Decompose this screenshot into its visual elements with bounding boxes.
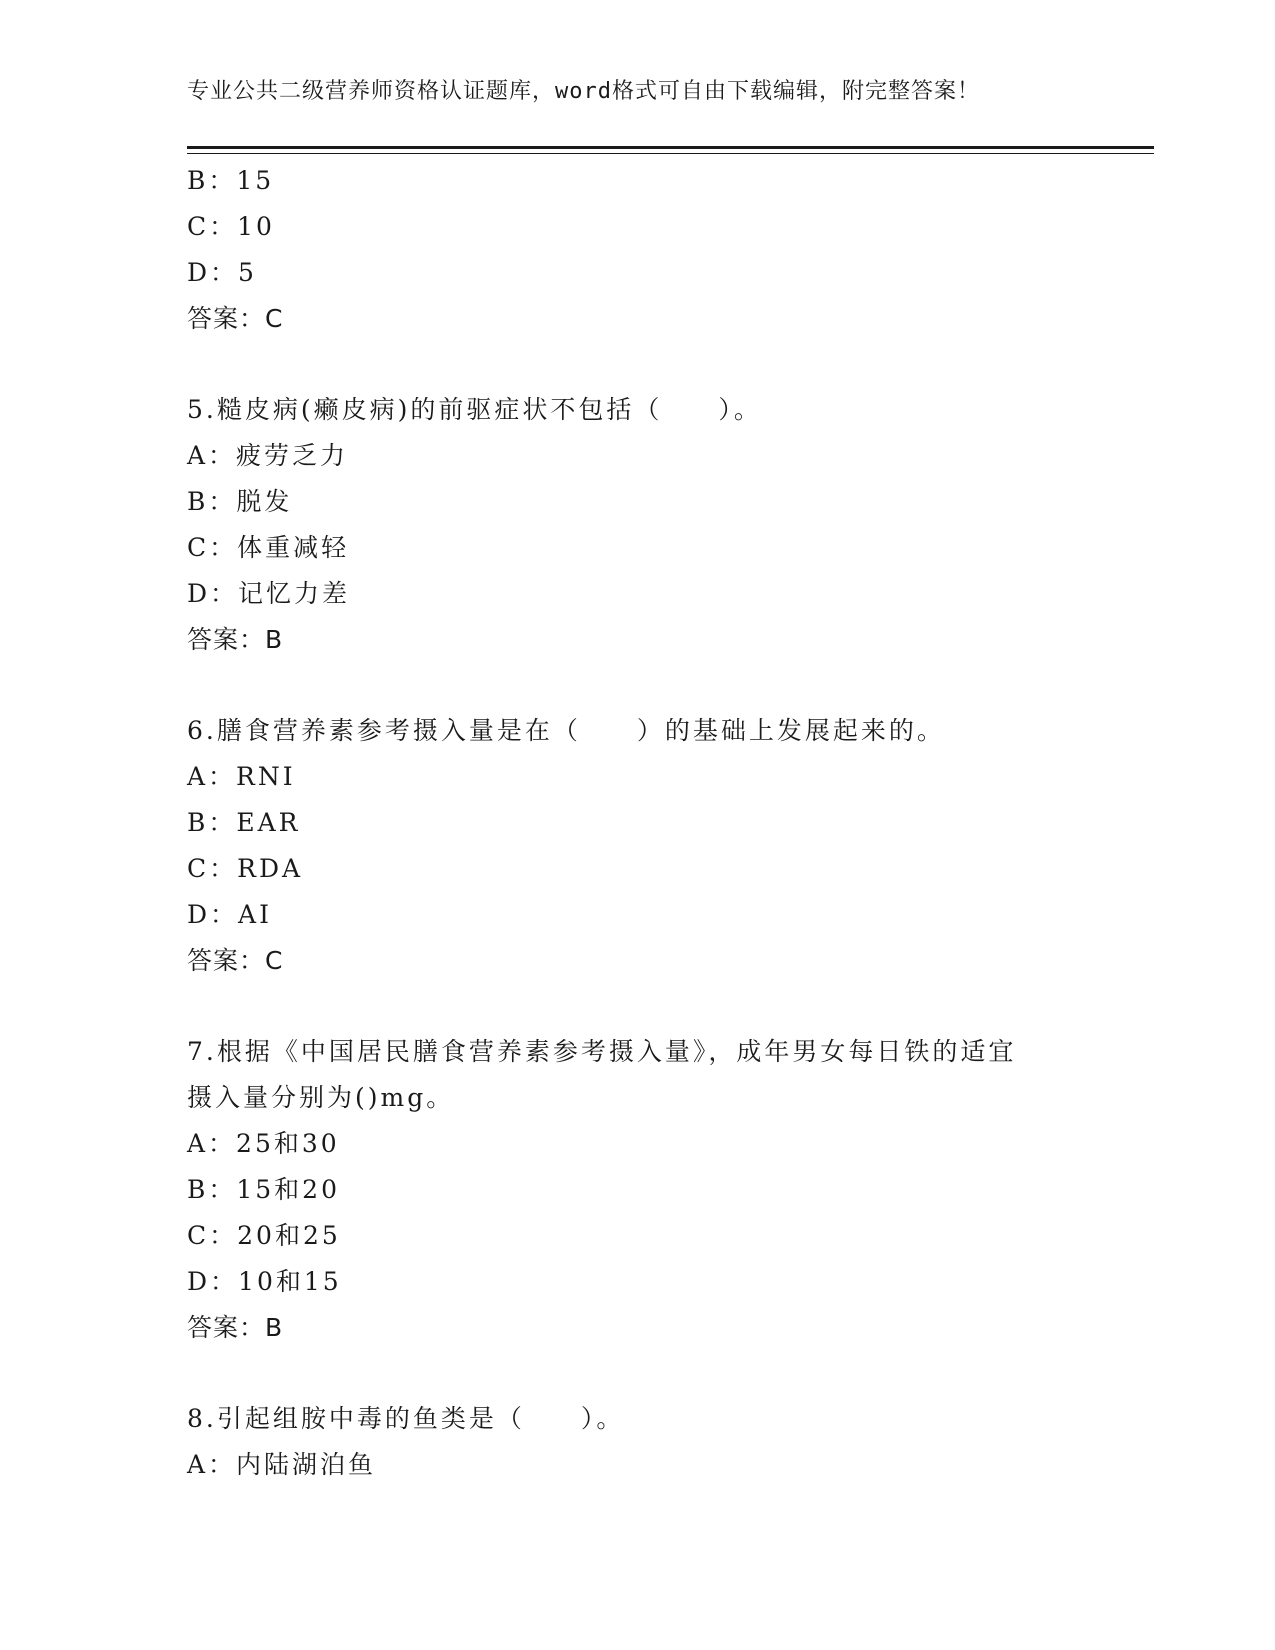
- option-line: A：疲劳乏力: [187, 441, 349, 470]
- answer-line: 答案：B: [187, 625, 284, 654]
- answer-line: 答案：C: [187, 304, 284, 333]
- option-line: C：20和25: [187, 1221, 341, 1250]
- option-line: A：RNI: [187, 762, 296, 791]
- option-line: B：15和20: [187, 1175, 340, 1204]
- question-stem-continued: 摄入量分别为()mg。: [187, 1083, 455, 1112]
- option-line: D：5: [187, 258, 257, 287]
- option-line: D：10和15: [187, 1267, 342, 1296]
- header-rule-thick: [187, 146, 1154, 149]
- question-stem: 8.引起组胺中毒的鱼类是（ ）。: [187, 1404, 625, 1433]
- page-header: 专业公共二级营养师资格认证题库，word格式可自由下载编辑，附完整答案！: [187, 79, 980, 104]
- header-rule-thin: [187, 153, 1154, 154]
- option-line: A：25和30: [187, 1129, 340, 1158]
- option-line: D：AI: [187, 900, 272, 929]
- option-line: A：内陆湖泊鱼: [187, 1450, 377, 1479]
- question-content: [187, 158, 1147, 1488]
- option-line: B：15: [187, 166, 275, 195]
- question-stem: 6.膳食营养素参考摄入量是在（ ）的基础上发展起来的。: [187, 716, 945, 745]
- option-line: C：10: [187, 212, 275, 241]
- option-line: C：体重减轻: [187, 533, 350, 562]
- option-line: D：记忆力差: [187, 579, 351, 608]
- question-stem: 7.根据《中国居民膳食营养素参考摄入量》，成年男女每日铁的适宜: [187, 1037, 1017, 1066]
- answer-line: 答案：C: [187, 946, 284, 975]
- option-line: B：EAR: [187, 808, 301, 837]
- option-line: B：脱发: [187, 487, 293, 516]
- option-line: C：RDA: [187, 854, 304, 883]
- question-stem: 5.糙皮病(癞皮病)的前驱症状不包括（ ）。: [187, 395, 762, 424]
- answer-line: 答案：B: [187, 1313, 284, 1342]
